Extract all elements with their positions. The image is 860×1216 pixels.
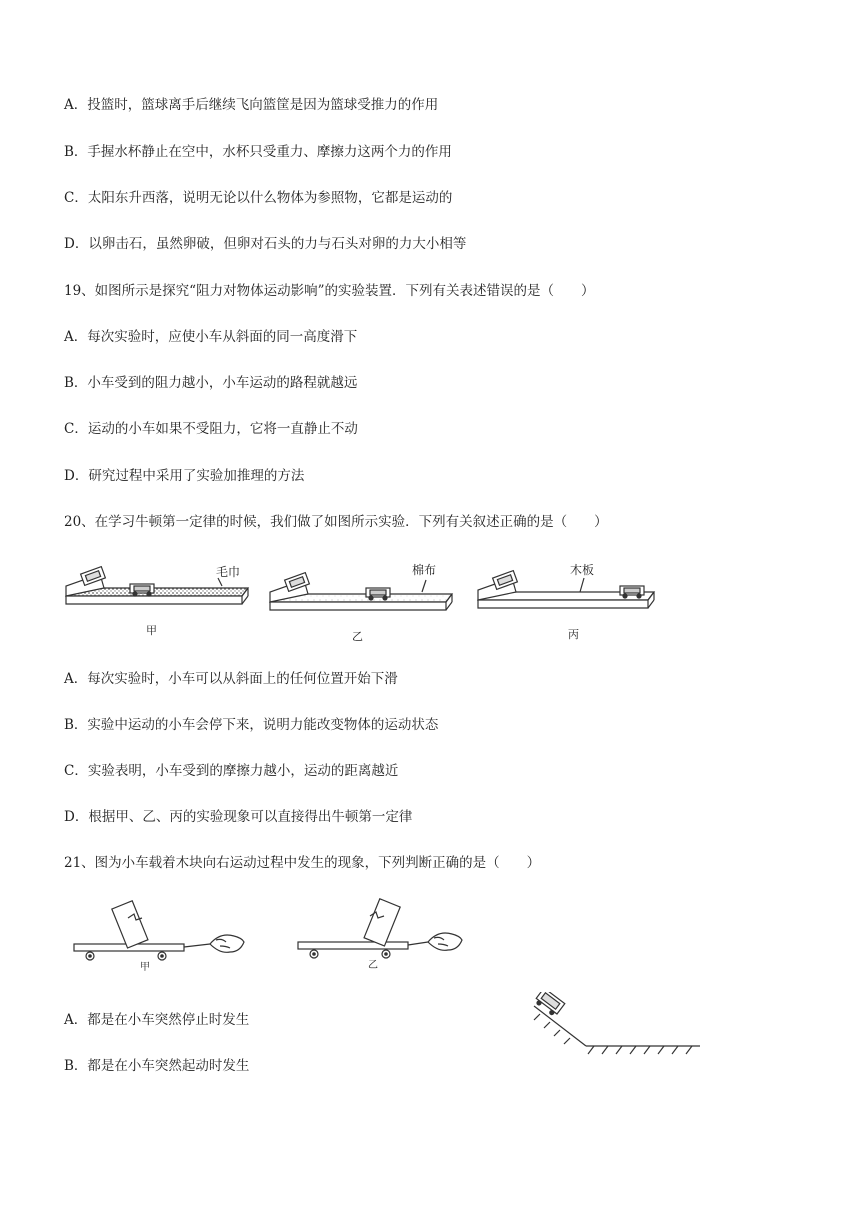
q18-option-d: D．以卵击石，虽然卵破，但卵对石头的力与石头对卵的力大小相等 [64, 236, 467, 252]
cart-yi [298, 899, 462, 958]
q20-option-d: D．根据甲、乙、丙的实验现象可以直接得出牛顿第一定律 [64, 809, 413, 825]
q20-option-b: B．实验中运动的小车会停下来，说明力能改变物体的运动状态 [64, 717, 439, 733]
label-wood: 木板 [570, 563, 595, 577]
q18-option-a: A．投篮时，篮球离手后继续飞向篮筐是因为篮球受推力的作用 [64, 97, 439, 113]
caption-bing: 丙 [568, 628, 579, 641]
caption-jia: 甲 [146, 624, 157, 637]
q21-cart-figure [70, 892, 470, 982]
label-cotton: 棉布 [412, 563, 437, 577]
q18-option-c: C．太阳东升西落，说明无论以什么物体为参照物，它都是运动的 [64, 190, 453, 206]
q19-stem: 19、如图所示是探究“阻力对物体运动影响”的实验装置．下列有关表述错误的是（ ） [64, 283, 595, 299]
q21-option-b: B．都是在小车突然起动时发生 [64, 1058, 250, 1074]
q19-option-d: D．研究过程中采用了实验加推理的方法 [64, 468, 305, 484]
q20-option-a: A．每次实验时，小车可以从斜面上的任何位置开始下滑 [64, 671, 398, 687]
q21-option-a: A．都是在小车突然停止时发生 [64, 1012, 250, 1028]
caption-yi: 乙 [352, 630, 363, 643]
q20-stem: 20、在学习牛顿第一定律的时候，我们做了如图所示实验．下列有关叙述正确的是（ ） [64, 514, 608, 530]
ground-hatching [534, 1014, 692, 1054]
q20-experiment-figure [60, 556, 660, 646]
cart-on-slope [534, 992, 565, 1017]
q19-option-c: C．运动的小车如果不受阻力，它将一直静止不动 [64, 421, 358, 437]
setup-cotton [270, 573, 452, 610]
cart-jia [74, 901, 244, 960]
q19-option-b: B．小车受到的阻力越小，小车运动的路程就越远 [64, 375, 358, 391]
q19-option-a: A．每次实验时，应使小车从斜面的同一高度滑下 [64, 329, 358, 345]
label-towel: 毛巾 [216, 565, 241, 579]
q21-stem: 21、图为小车载着木块向右运动过程中发生的现象，下列判断正确的是（ ） [64, 855, 541, 871]
q20-option-c: C．实验表明，小车受到的摩擦力越小，运动的距离越近 [64, 763, 399, 779]
caption-cart-jia: 甲 [140, 962, 150, 973]
setup-wood [478, 571, 654, 608]
caption-cart-yi: 乙 [368, 960, 378, 971]
q18-option-b: B．手握水杯静止在空中，水杯只受重力、摩擦力这两个力的作用 [64, 144, 452, 160]
slope-cart-figure [520, 992, 705, 1062]
